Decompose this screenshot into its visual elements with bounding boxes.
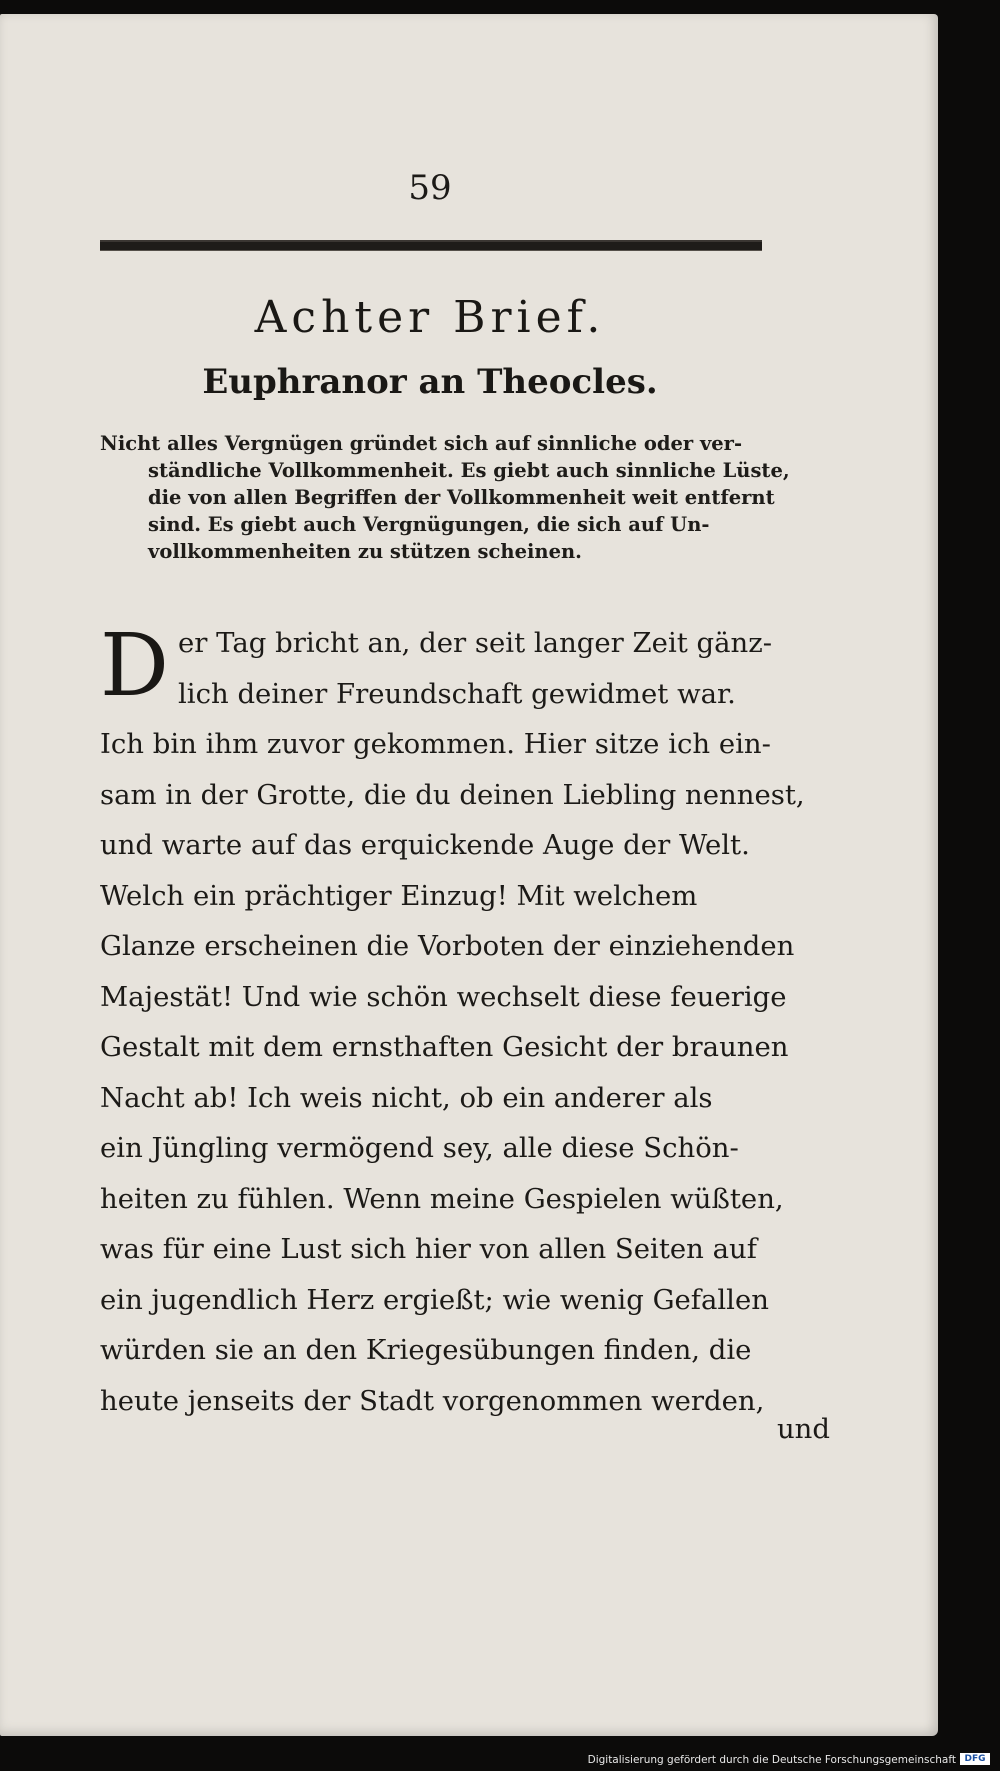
digitization-credit: Digitalisierung gefördert durch die Deutsche Forschungsgemeinschaft bbox=[587, 1754, 956, 1766]
letter-subtitle: Euphranor an Theocles. bbox=[202, 362, 658, 402]
letter-title: Achter Brief. bbox=[254, 292, 606, 343]
text-line: würden sie an den Kriegesübungen finden, die bbox=[100, 1334, 752, 1366]
text-line: ein Jüngling vermögend sey, alle diese Schön- bbox=[100, 1132, 739, 1164]
summary-line: sind. Es giebt auch Vergnügungen, die sich auf Un- bbox=[148, 513, 710, 536]
text-line: heiten zu fühlen. Wenn meine Gespielen wüßten, bbox=[100, 1182, 784, 1215]
summary-line: die von allen Begriffen der Vollkommenheit weit entfernt bbox=[148, 486, 775, 509]
summary-line: ständliche Vollkommenheit. Es giebt auch sinnliche Lüste, bbox=[148, 459, 790, 482]
text-line: Nacht ab! Ich weis nicht, ob ein anderer als bbox=[100, 1081, 713, 1114]
summary-line: Nicht alles Vergnügen gründet sich auf sinnliche oder ver- bbox=[100, 432, 743, 455]
text-line: Glanze erscheinen die Vorboten der einziehenden bbox=[100, 930, 795, 962]
text-line: was für eine Lust sich hier von allen Seiten auf bbox=[100, 1233, 757, 1265]
drop-cap: D bbox=[100, 616, 169, 716]
dfg-logo: DFG bbox=[960, 1753, 990, 1765]
text-line: sam in der Grotte, die du deinen Liebling nennest, bbox=[100, 778, 805, 811]
text-line: Welch ein prächtiger Einzug! Mit welchem bbox=[100, 879, 698, 912]
text-line: Majestät! Und wie schön wechselt diese feuerige bbox=[100, 980, 787, 1013]
text-line: lich deiner Freundschaft gewidmet war. bbox=[178, 677, 736, 710]
body-text bbox=[100, 618, 805, 1426]
text-line: und warte auf das erquickende Auge der Welt. bbox=[100, 829, 750, 861]
letter-summary bbox=[100, 430, 790, 565]
text-line: Ich bin ihm zuvor gekommen. Hier sitze ich ein- bbox=[100, 728, 771, 760]
catchword: und bbox=[776, 1413, 830, 1445]
header-rule bbox=[100, 240, 762, 251]
text-line: heute jenseits der Stadt vorgenommen werden, bbox=[100, 1384, 765, 1417]
page-number: 59 bbox=[408, 168, 452, 208]
text-line: er Tag bricht an, der seit langer Zeit gänz- bbox=[178, 627, 773, 659]
summary-line: vollkommenheiten zu stützen scheinen. bbox=[148, 540, 582, 563]
text-line: Gestalt mit dem ernsthaften Gesicht der braunen bbox=[100, 1031, 789, 1063]
text-line: ein jugendlich Herz ergießt; wie wenig Gefallen bbox=[100, 1283, 769, 1316]
